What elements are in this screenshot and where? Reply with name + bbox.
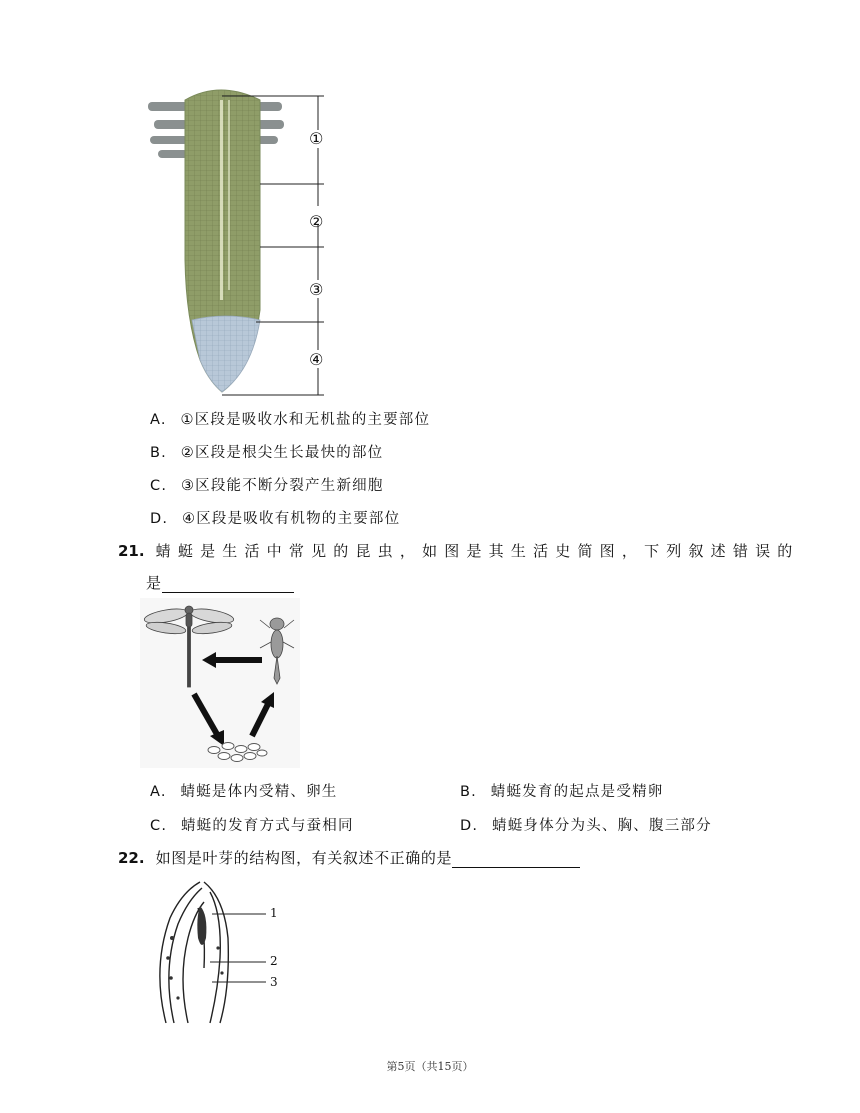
option-text: ④区段是吸收有机物的主要部位 [182, 511, 401, 527]
bud-label-3: 3 [270, 975, 278, 989]
option-text: 蜻蜓身体分为头、胸、腹三部分 [492, 818, 712, 834]
bud-label-1: 1 [270, 906, 278, 920]
zone-label-3: ③ [309, 280, 324, 299]
question-number: 21. [118, 542, 145, 560]
q22-stem [118, 847, 580, 868]
option-text: 蜻蜓发育的起点是受精卵 [490, 784, 664, 800]
q21-stem-line1 [118, 540, 799, 561]
q21-option-a [150, 780, 338, 801]
answer-blank [452, 851, 580, 868]
question-number: 22. [118, 849, 145, 867]
option-letter: B. [460, 784, 477, 800]
question-text: 蜻蜓是生活中常见的昆虫，如图是其生活史简图，下列叙述错误的 [155, 542, 800, 560]
q20-option-c [150, 474, 384, 495]
option-text: ③区段能不断分裂产生新细胞 [180, 478, 384, 494]
option-letter: A. [150, 784, 167, 800]
dragonfly-lifecycle-figure [140, 598, 300, 768]
q20-option-b [150, 441, 383, 462]
q21-option-d [460, 814, 712, 835]
option-letter: D. [150, 511, 169, 527]
question-text: 如图是叶芽的结构图，有关叙述不正确的是 [155, 849, 453, 867]
q20-option-a [150, 408, 430, 429]
leaf-bud-figure [148, 878, 288, 1028]
q20-option-d [150, 507, 400, 528]
option-text: 蜻蜓是体内受精、卵生 [180, 784, 338, 800]
q21-option-b [460, 780, 663, 801]
option-letter: C. [150, 818, 168, 834]
zone-label-1: ① [309, 129, 324, 148]
answer-blank [162, 576, 294, 593]
bud-label-2: 2 [270, 954, 278, 968]
option-text: 蜻蜓的发育方式与蚕相同 [180, 818, 354, 834]
question-text-end: 是 [146, 574, 162, 592]
q21-option-c [150, 814, 354, 835]
option-text: ②区段是根尖生长最快的部位 [180, 445, 384, 461]
q21-stem-line2 [146, 572, 294, 593]
page-footer: 第5页（共15页） [386, 1060, 474, 1073]
option-letter: C. [150, 478, 168, 494]
root-cap [192, 316, 260, 392]
option-letter: B. [150, 445, 167, 461]
zone-label-2: ② [309, 212, 324, 231]
option-letter: A. [150, 412, 167, 428]
option-text: ①区段是吸收水和无机盐的主要部位 [180, 412, 431, 428]
zone-label-4: ④ [309, 350, 324, 369]
root-hairs-left [148, 102, 188, 158]
option-letter: D. [460, 818, 479, 834]
